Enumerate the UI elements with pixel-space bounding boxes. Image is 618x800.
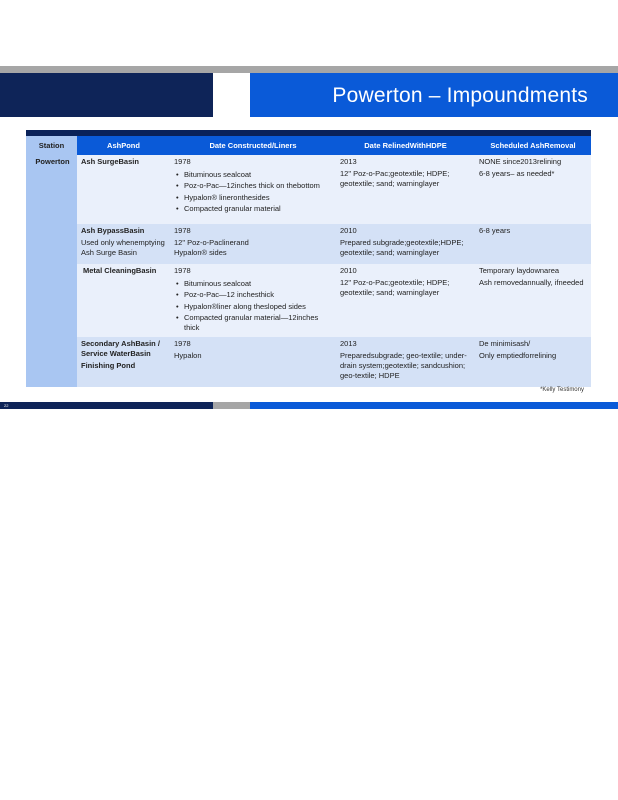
removal-text: Ash removedannually, ifneeded [479, 277, 584, 287]
footer-grey-gap [213, 403, 250, 409]
constructed-line: Hypalon [174, 351, 202, 361]
removal-cell [475, 155, 591, 224]
relined-cell [336, 224, 475, 264]
column-header-scheduled-removal: Scheduled AshRemoval [475, 136, 591, 155]
pond-name-alt: Finishing Pond [81, 361, 136, 371]
pond-note: Used only whenemptying Ash Surge Basin [81, 237, 165, 257]
relined-detail: 12" Poz-o-Pac;geotextile; HDPE; geotextile; sand; warninglayer [340, 168, 450, 188]
liner-item: • Poz-o-Pac—12 inchesthick [174, 290, 334, 300]
constructed-cell [170, 337, 336, 387]
relined-detail: Preparedsubgrade; geo-textile; under-drain system;geotextile; sandcushion; geo-textile; HDPE [340, 351, 467, 381]
liner-item: • Bituminous sealcoat [174, 170, 334, 180]
liner-item: • Hypalon® lineronthesides [174, 193, 334, 203]
top-grey-rule [0, 66, 618, 73]
removal-cell [475, 264, 591, 337]
table-header-row [26, 136, 591, 155]
constructed-year: 1978 [174, 266, 191, 275]
pond-cell [77, 224, 170, 264]
relined-detail: Prepared subgrade;geotextile;HDPE; geotextile; sand; warninglayer [340, 237, 464, 257]
relined-year: 2010 [340, 226, 357, 235]
liner-list [174, 170, 334, 214]
relined-year: 2010 [340, 266, 357, 275]
footer-navy-bar [0, 402, 213, 409]
constructed-year: 1978 [174, 157, 191, 166]
liner-item: • Bituminous sealcoat [174, 279, 334, 289]
removal-text: 6-8 years [479, 226, 511, 235]
pond-name: Ash BypassBasin [81, 226, 145, 235]
footer-blue-bar [250, 402, 618, 409]
removal-cell [475, 337, 591, 387]
pond-cell [77, 337, 170, 387]
removal-text: Temporary laydownarea [479, 266, 560, 275]
removal-text: Only emptiedforrelining [479, 351, 557, 361]
impoundments-table [26, 136, 591, 387]
constructed-line: 12" Poz-o-Paclinerand [174, 237, 249, 247]
removal-text: 6-8 years– as needed* [479, 168, 555, 178]
table-row [26, 264, 591, 337]
relined-detail: 12" Poz-o-Pac;geotextile; HDPE; geotextile; sand; warninglayer [340, 277, 450, 297]
pond-cell [77, 155, 170, 224]
liner-item: • Poz-o-Pac—12inches thick on thebottom [174, 181, 334, 191]
table-row [26, 155, 591, 224]
constructed-line: Hypalon® sides [174, 247, 227, 257]
liner-item: • Hypalon®liner along thesloped sides [174, 302, 334, 312]
footnote: *Kelly Testimony [540, 387, 584, 393]
column-header-date-relined: Date RelinedWithHDPE [336, 136, 475, 155]
relined-cell [336, 337, 475, 387]
liner-item: • Compacted granular material—12inches thick [174, 313, 334, 333]
relined-year: 2013 [340, 157, 357, 166]
page-title: Powerton – Impoundments [332, 84, 588, 107]
constructed-cell [170, 155, 336, 224]
relined-cell [336, 155, 475, 224]
column-header-ash-pond: AshPond [77, 136, 170, 155]
constructed-year: 1978 [174, 226, 191, 235]
table-row [26, 337, 591, 387]
column-header-station: Station [26, 136, 77, 155]
pond-name: Ash SurgeBasin [81, 157, 139, 166]
relined-cell [336, 264, 475, 337]
page-number: 22 [4, 403, 9, 408]
liner-list [174, 279, 334, 333]
removal-cell [475, 224, 591, 264]
relined-year: 2013 [340, 339, 357, 349]
constructed-cell [170, 224, 336, 264]
table-row [26, 224, 591, 264]
pond-name: Secondary AshBasin / Service WaterBasin [81, 339, 160, 359]
pond-name: Metal CleaningBasin [83, 266, 157, 275]
liner-item: • Compacted granular material [174, 204, 334, 214]
station-cell: Powerton [26, 155, 77, 387]
pond-cell [77, 264, 170, 337]
header-navy-block [0, 73, 213, 117]
removal-text: NONE since2013relining [479, 157, 562, 166]
constructed-cell [170, 264, 336, 337]
removal-text: De minimisash/ [479, 339, 531, 349]
column-header-date-constructed: Date Constructed/Liners [170, 136, 336, 155]
constructed-year: 1978 [174, 339, 191, 349]
